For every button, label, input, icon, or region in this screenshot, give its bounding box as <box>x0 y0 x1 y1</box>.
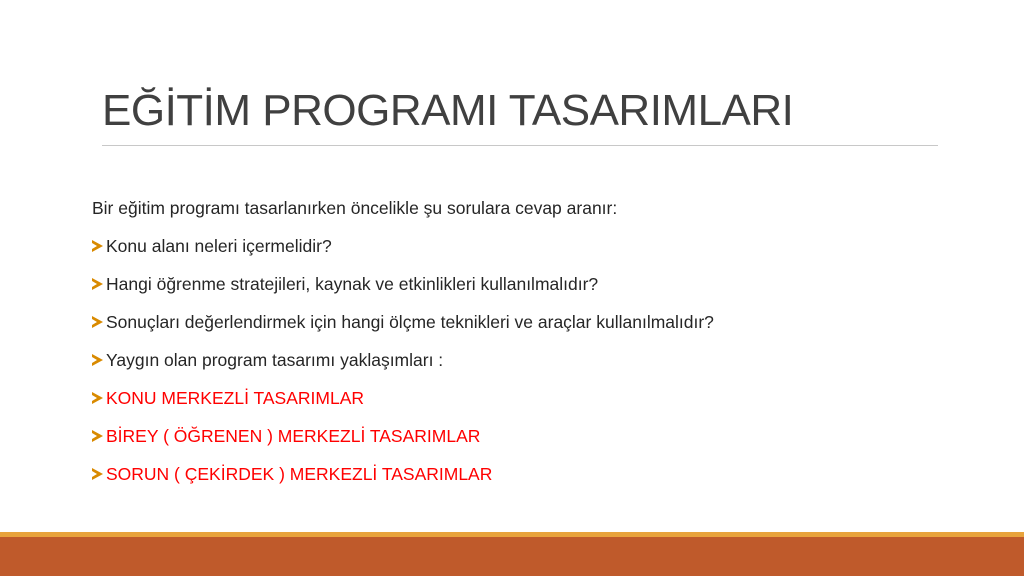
bullet-item-highlight <box>92 462 972 500</box>
bullet-text-highlight: BİREY ( ÖĞRENEN ) MERKEZLİ TASARIMLAR <box>106 426 481 446</box>
bullet-text: Yaygın olan program tasarımı yaklaşımları : <box>106 350 444 370</box>
slide-content <box>92 196 972 500</box>
footer-bar <box>0 537 1024 576</box>
bullet-text: Hangi öğrenme stratejileri, kaynak ve etkinlikleri kullanılmalıdır? <box>106 274 599 294</box>
bullet-text: Konu alanı neleri içermelidir? <box>106 236 332 256</box>
arrowhead-bullet-icon <box>92 430 103 442</box>
slide-title: EĞİTİM PROGRAMI TASARIMLARI <box>102 86 794 135</box>
arrowhead-bullet-icon <box>92 240 103 252</box>
arrowhead-bullet-icon <box>92 468 103 480</box>
arrowhead-bullet-icon <box>92 354 103 366</box>
bullet-item <box>92 348 972 386</box>
title-divider <box>102 145 938 146</box>
arrowhead-bullet-icon <box>92 278 103 290</box>
bullet-item <box>92 310 972 348</box>
arrowhead-bullet-icon <box>92 392 103 404</box>
intro-text-label: Bir eğitim programı tasarlanırken öncelikle şu sorulara cevap aranır: <box>92 198 618 218</box>
bullet-item <box>92 234 972 272</box>
arrowhead-bullet-icon <box>92 316 103 328</box>
bullet-text-highlight: SORUN ( ÇEKİRDEK ) MERKEZLİ TASARIMLAR <box>106 464 493 484</box>
bullet-item <box>92 272 972 310</box>
intro-text <box>92 196 972 234</box>
bullet-item-highlight <box>92 424 972 462</box>
bullet-item-highlight <box>92 386 972 424</box>
bullet-text-highlight: KONU MERKEZLİ TASARIMLAR <box>106 388 365 408</box>
bullet-text: Sonuçları değerlendirmek için hangi ölçme teknikleri ve araçlar kullanılmalıdır? <box>106 312 714 332</box>
